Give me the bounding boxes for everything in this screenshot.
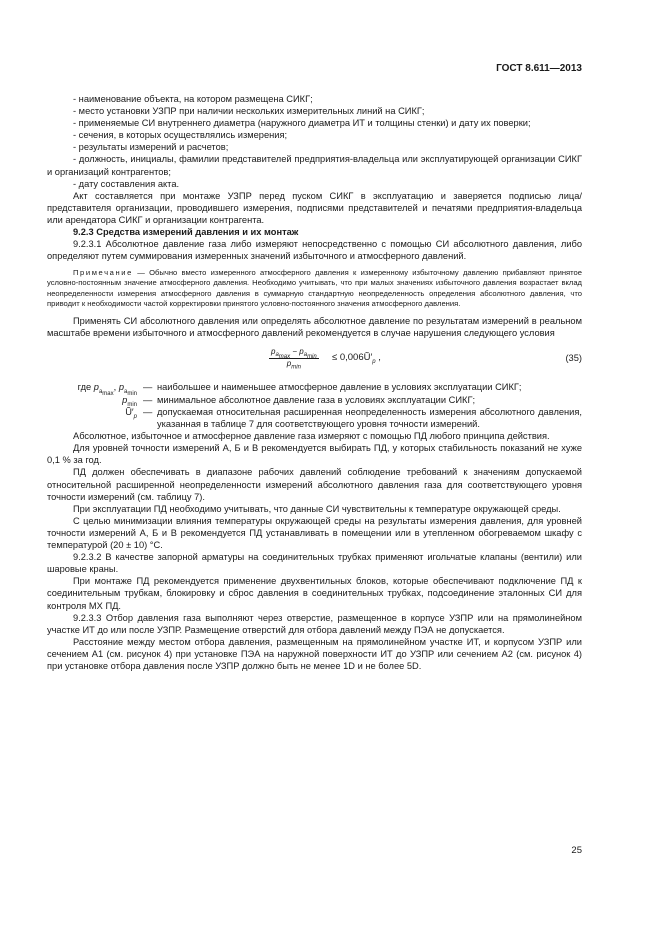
formula-number: (35) (565, 352, 582, 363)
where-symbol: $p_{min}$ (122, 394, 137, 408)
where-block (47, 381, 582, 430)
formula-fraction (269, 347, 319, 369)
paragraph: 9.2.3.3 Отбор давления газа выполняют через отверстие, размещенное в корпусе УЗПР или на прямолинейном участке ИТ до или после УЗПР. Размещение отверстий для отбора давлений между ПЭА не допускается. (47, 612, 582, 635)
paragraph: ПД должен обеспечивать в диапазоне рабочих давлений соблюдение требований к значениям допускаемой относительной расширенной неопределенности измерений абсолютного давления газа для соответствующего уровня точности измерений (см. таблицу 7). (47, 467, 582, 502)
section-title: 9.2.3 Средства измерений давления и их монтаж (73, 227, 299, 238)
list-item: - место установки УЗПР при наличии нескольких измерительных линий на СИКГ; (73, 106, 425, 117)
note-label: Примечание (73, 268, 133, 278)
paragraph: При эксплуатации ПД необходимо учитывать, что данные СИ чувствительны к температуре окружающей среды. (73, 503, 561, 514)
where-dash: — (143, 407, 153, 418)
where-symbol: где $p_{a_{max}}$, $p_{a_{min}}$ (77, 381, 137, 397)
formula-rhs: ≤ $0,006Ũ'_p$ , (332, 351, 381, 365)
list-item: - должность, инициалы, фамилии представителей предприятия-владельца или эксплуатирующей организации СИКГ и организаций контрагентов; (47, 154, 582, 177)
where-text: наибольшее и наименьшее атмосферное давление в условиях эксплуатации СИКГ; (157, 381, 522, 392)
where-dash: — (143, 394, 153, 405)
paragraph-9231: 9.2.3.1 Абсолютное давление газа либо измеряют непосредственно с помощью СИ абсолютного давления, либо определяют путем суммирования измеренных значений избыточного и атмосферного давлений. (47, 239, 582, 262)
note-text: — Обычно вместо измеренного атмосферного давления к измеренному избыточному давлению прибавляют принятое условно-постоянным значение атмосферного давления. Необходимо учитывать, что при малых значениях избыточного давления возрастает вклад неопределенности измерения атмосферного давления в суммарную стандартную неопределенность определения абсолютного давления, что приводит к необходимости частой корректировки принятого условно-постоянного значения атмосферного давления. (47, 268, 582, 308)
paragraph: Для уровней точности измерений А, Б и В рекомендуется выбирать ПД, у которых стабильность показаний не хуже 0,1 % за год. (47, 443, 582, 466)
page-content (47, 93, 582, 672)
where-symbol: $Ũ'_p$ (125, 407, 137, 420)
formula-denominator: $p_{min}$ (286, 358, 301, 371)
note (47, 268, 582, 308)
list-item: - результаты измерений и расчетов; (73, 142, 229, 153)
paragraph: При монтаже ПД рекомендуется применение двухвентильных блоков, которые обеспечивают подключение ПД к соединительным трубкам, блокировку и сброс давления в соединительных трубках, подсоединение эталонных СИ для контроля МХ ПД. (47, 576, 582, 611)
list-item: - сечения, в которых осуществлялись измерения; (73, 130, 288, 141)
list-item: - применяемые СИ внутреннего диаметра (наружного диаметра ИТ и толщины стенки) и дату их поверки; (73, 118, 531, 129)
where-dash: — (143, 381, 153, 392)
formula-numerator: $p_{a_{max}} - p_{a_{min}}$ (271, 346, 317, 361)
paragraph: Расстояние между местом отбора давления, размещенным на прямолинейном участке ИТ, и корпусом УЗПР или сечением А1 (см. рисунок 4) при установке ПЭА на наружной поверхности ИТ до УЗПР или сечением А2 (см. рисунок 4) при установке отбора давления после УЗПР должно быть не менее 1D и не более 5D. (47, 636, 582, 671)
paragraph-act: Акт составляется при монтаже УЗПР перед пуском СИКГ в эксплуатацию и заверяется подписью лица/представителя организации, проводившего измерения, подписями представителей и печатями предприятия-владельца или арендатора СИКГ и организации контрагента. (47, 190, 582, 225)
where-row (47, 381, 582, 397)
where-text: минимальное абсолютное давление газа в условиях эксплуатации СИКГ; (157, 394, 476, 405)
where-row (47, 406, 582, 430)
formula-35 (47, 347, 582, 377)
paragraph: С целью минимизации влияния температуры окружающей среды на результаты измерения давления, для уровней точности измерений А, Б и В рекомендуется ПД устанавливать в помещении или в утепленном обогреваемом шкафу с температурой (20 ± 10) °С. (47, 515, 582, 551)
page-number: 25 (571, 845, 582, 856)
paragraph-apply: Применять СИ абсолютного давления или определять абсолютное давление по результатам измерений в реальном масштабе времени избыточного и атмосферного давлений рекомендуется в случае нарушения следующего условия (47, 315, 582, 338)
where-text: допускаемая относительная расширенная неопределенность измерения абсолютного давления, указанная в таблице 7 для соответствующего уровня точности измерений. (157, 407, 582, 430)
paragraph: Абсолютное, избыточное и атмосферное давление газа измеряют с помощью ПД любого принципа действия. (73, 431, 550, 442)
where-row (47, 394, 582, 406)
paragraph: 9.2.3.2 В качестве запорной арматуры на соединительных трубках применяют игольчатые клапаны (вентили) или шаровые краны. (47, 552, 582, 575)
list-item: - наименование объекта, на котором размещена СИКГ; (73, 94, 313, 104)
document-header: ГОСТ 8.611—2013 (496, 63, 582, 74)
list-item: - дату составления акта. (73, 178, 180, 189)
